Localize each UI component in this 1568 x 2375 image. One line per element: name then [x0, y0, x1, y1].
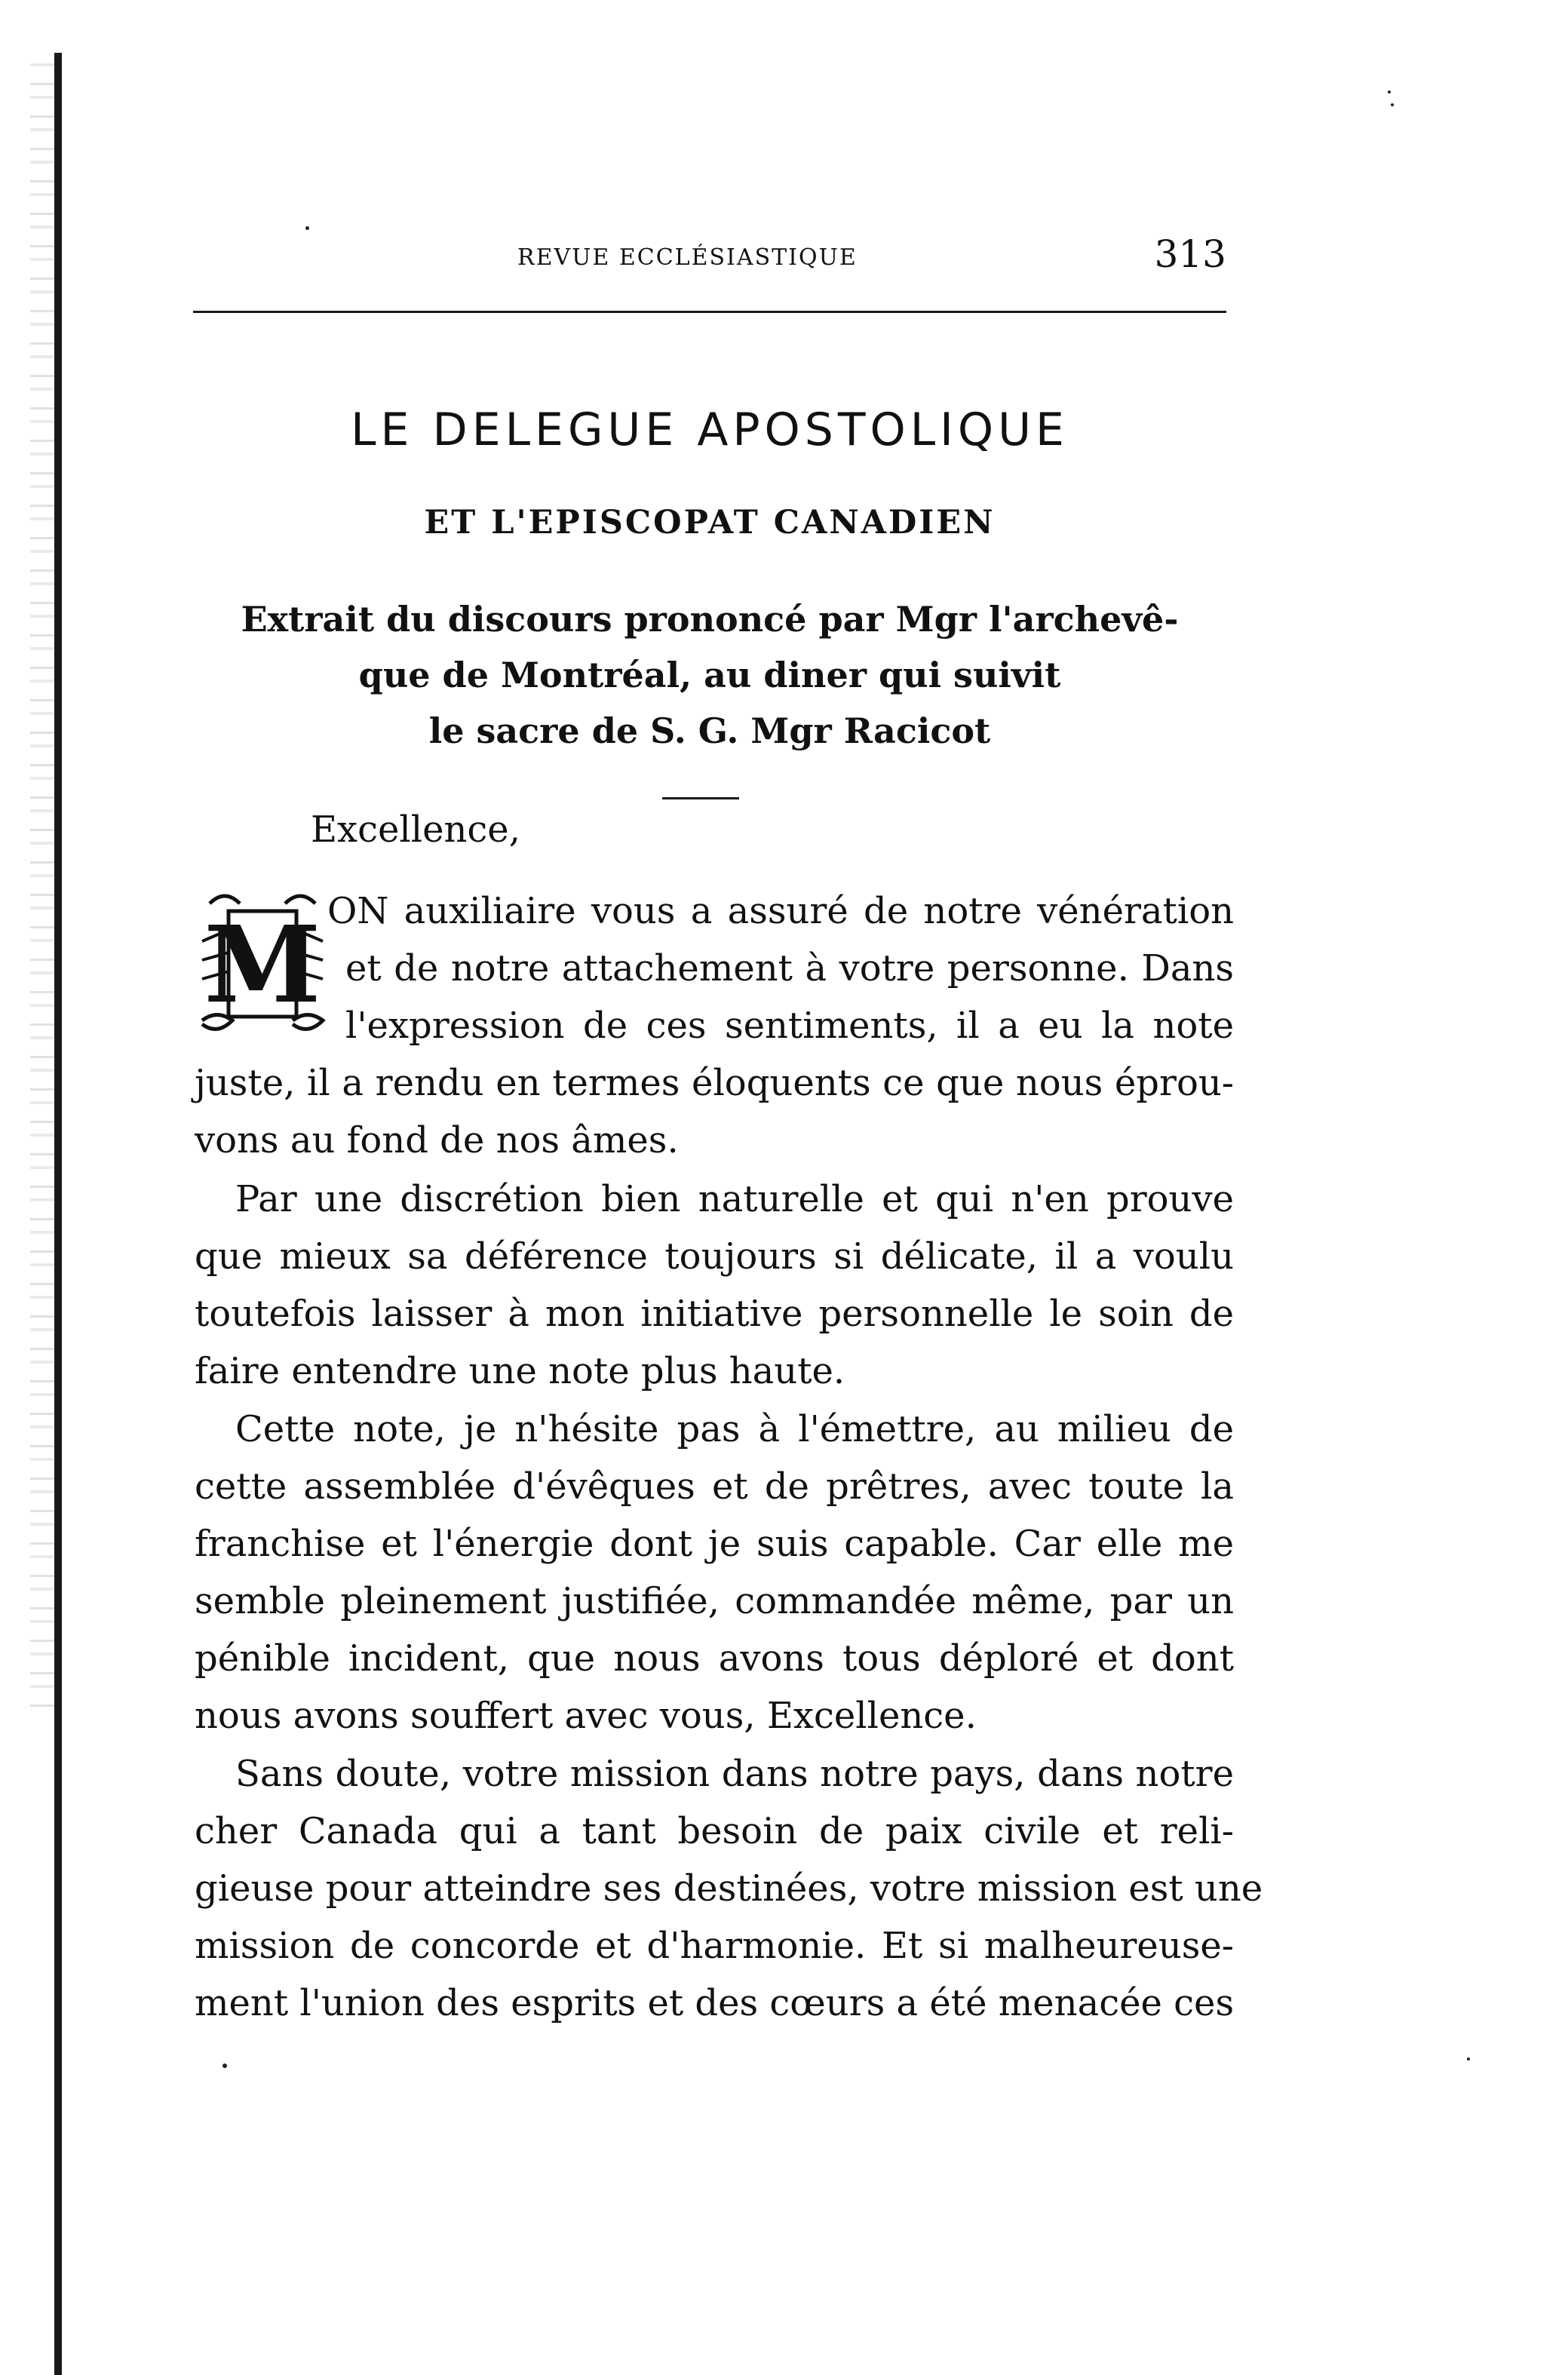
text-line: toutefois laisser à mon initiative personnelle le soin de — [195, 1293, 1234, 1335]
text-line: cher Canada qui a tant besoin de paix civile et reli- — [195, 1810, 1234, 1852]
text-line: que mieux sa déférence toujours si délicate, il a voulu — [195, 1235, 1234, 1278]
text-line: cette assemblée d'évêques et de prêtres, avec toute la — [195, 1465, 1234, 1508]
text-line: Par une discrétion bien naturelle et qui n'en prouve — [235, 1178, 1234, 1220]
running-title: REVUE ECCLÉSIASTIQUE — [517, 244, 858, 271]
binding-spine — [54, 53, 62, 2375]
paragraph-2 — [195, 1171, 1234, 1400]
paper-speck — [222, 2064, 227, 2068]
article-title: LE DELEGUE APOSTOLIQUE — [351, 404, 1069, 456]
paper-speck — [1467, 2057, 1470, 2060]
text-line: ON auxiliaire vous a assuré de notre vénération — [327, 890, 1234, 932]
paper-speck — [1388, 91, 1391, 94]
drop-cap-lines — [195, 882, 1234, 1054]
text-line: Sans doute, votre mission dans notre pays, dans notre — [235, 1753, 1234, 1795]
text-line: nous avons souffert avec vous, Excellence. — [195, 1695, 977, 1737]
paragraph-1 — [195, 882, 1234, 1169]
paper-speck — [305, 226, 309, 230]
text-line: et de notre attachement à votre personne. Dans — [345, 947, 1234, 990]
text-line: ment l'union des esprits et des cœurs a été menacée ces — [195, 1982, 1235, 2024]
paragraph-4 — [195, 1745, 1263, 2032]
text-line: pénible incident, que nous avons tous déploré et dont — [195, 1637, 1234, 1680]
drop-cap-letter: M — [204, 904, 321, 1027]
drop-cap-glyph — [195, 888, 330, 1047]
extract-line: Extrait du discours prononcé par Mgr l'archevê- — [241, 599, 1179, 640]
paragraph-3 — [195, 1401, 1234, 1744]
text-line: Cette note, je n'hésite pas à l'émettre, au milieu de — [235, 1408, 1234, 1450]
text-line: juste, il a rendu en termes éloquents ce que nous éprou- — [195, 1062, 1234, 1104]
text-line: gieuse pour atteindre ses destinées, votre mission est une — [195, 1867, 1263, 1910]
salutation: Excellence, — [311, 809, 520, 851]
section-divider — [662, 797, 739, 799]
extract-line: que de Montréal, au diner qui suivit — [358, 655, 1061, 695]
extract-line: le sacre de S. G. Mgr Racicot — [428, 710, 991, 751]
binding-edge-shadow — [30, 53, 54, 1712]
text-line: mission de concorde et d'harmonie. Et si malheureuse- — [195, 1925, 1234, 1967]
header-rule — [193, 311, 1226, 313]
article-subtitle: ET L'EPISCOPAT CANADIEN — [424, 504, 996, 542]
page-number: 313 — [1154, 232, 1226, 276]
paper-speck — [1391, 103, 1394, 106]
extract-heading — [193, 591, 1226, 759]
text-line: vons au fond de nos âmes. — [195, 1119, 679, 1161]
text-line: l'expression de ces sentiments, il a eu la note — [345, 1005, 1234, 1047]
text-line: faire entendre une note plus haute. — [195, 1350, 845, 1392]
text-line: semble pleinement justifiée, commandée même, par un — [195, 1580, 1234, 1622]
text-line: franchise et l'énergie dont je suis capable. Car elle me — [195, 1523, 1234, 1565]
running-head — [193, 226, 1226, 279]
ornamental-drop-cap — [195, 888, 330, 1047]
